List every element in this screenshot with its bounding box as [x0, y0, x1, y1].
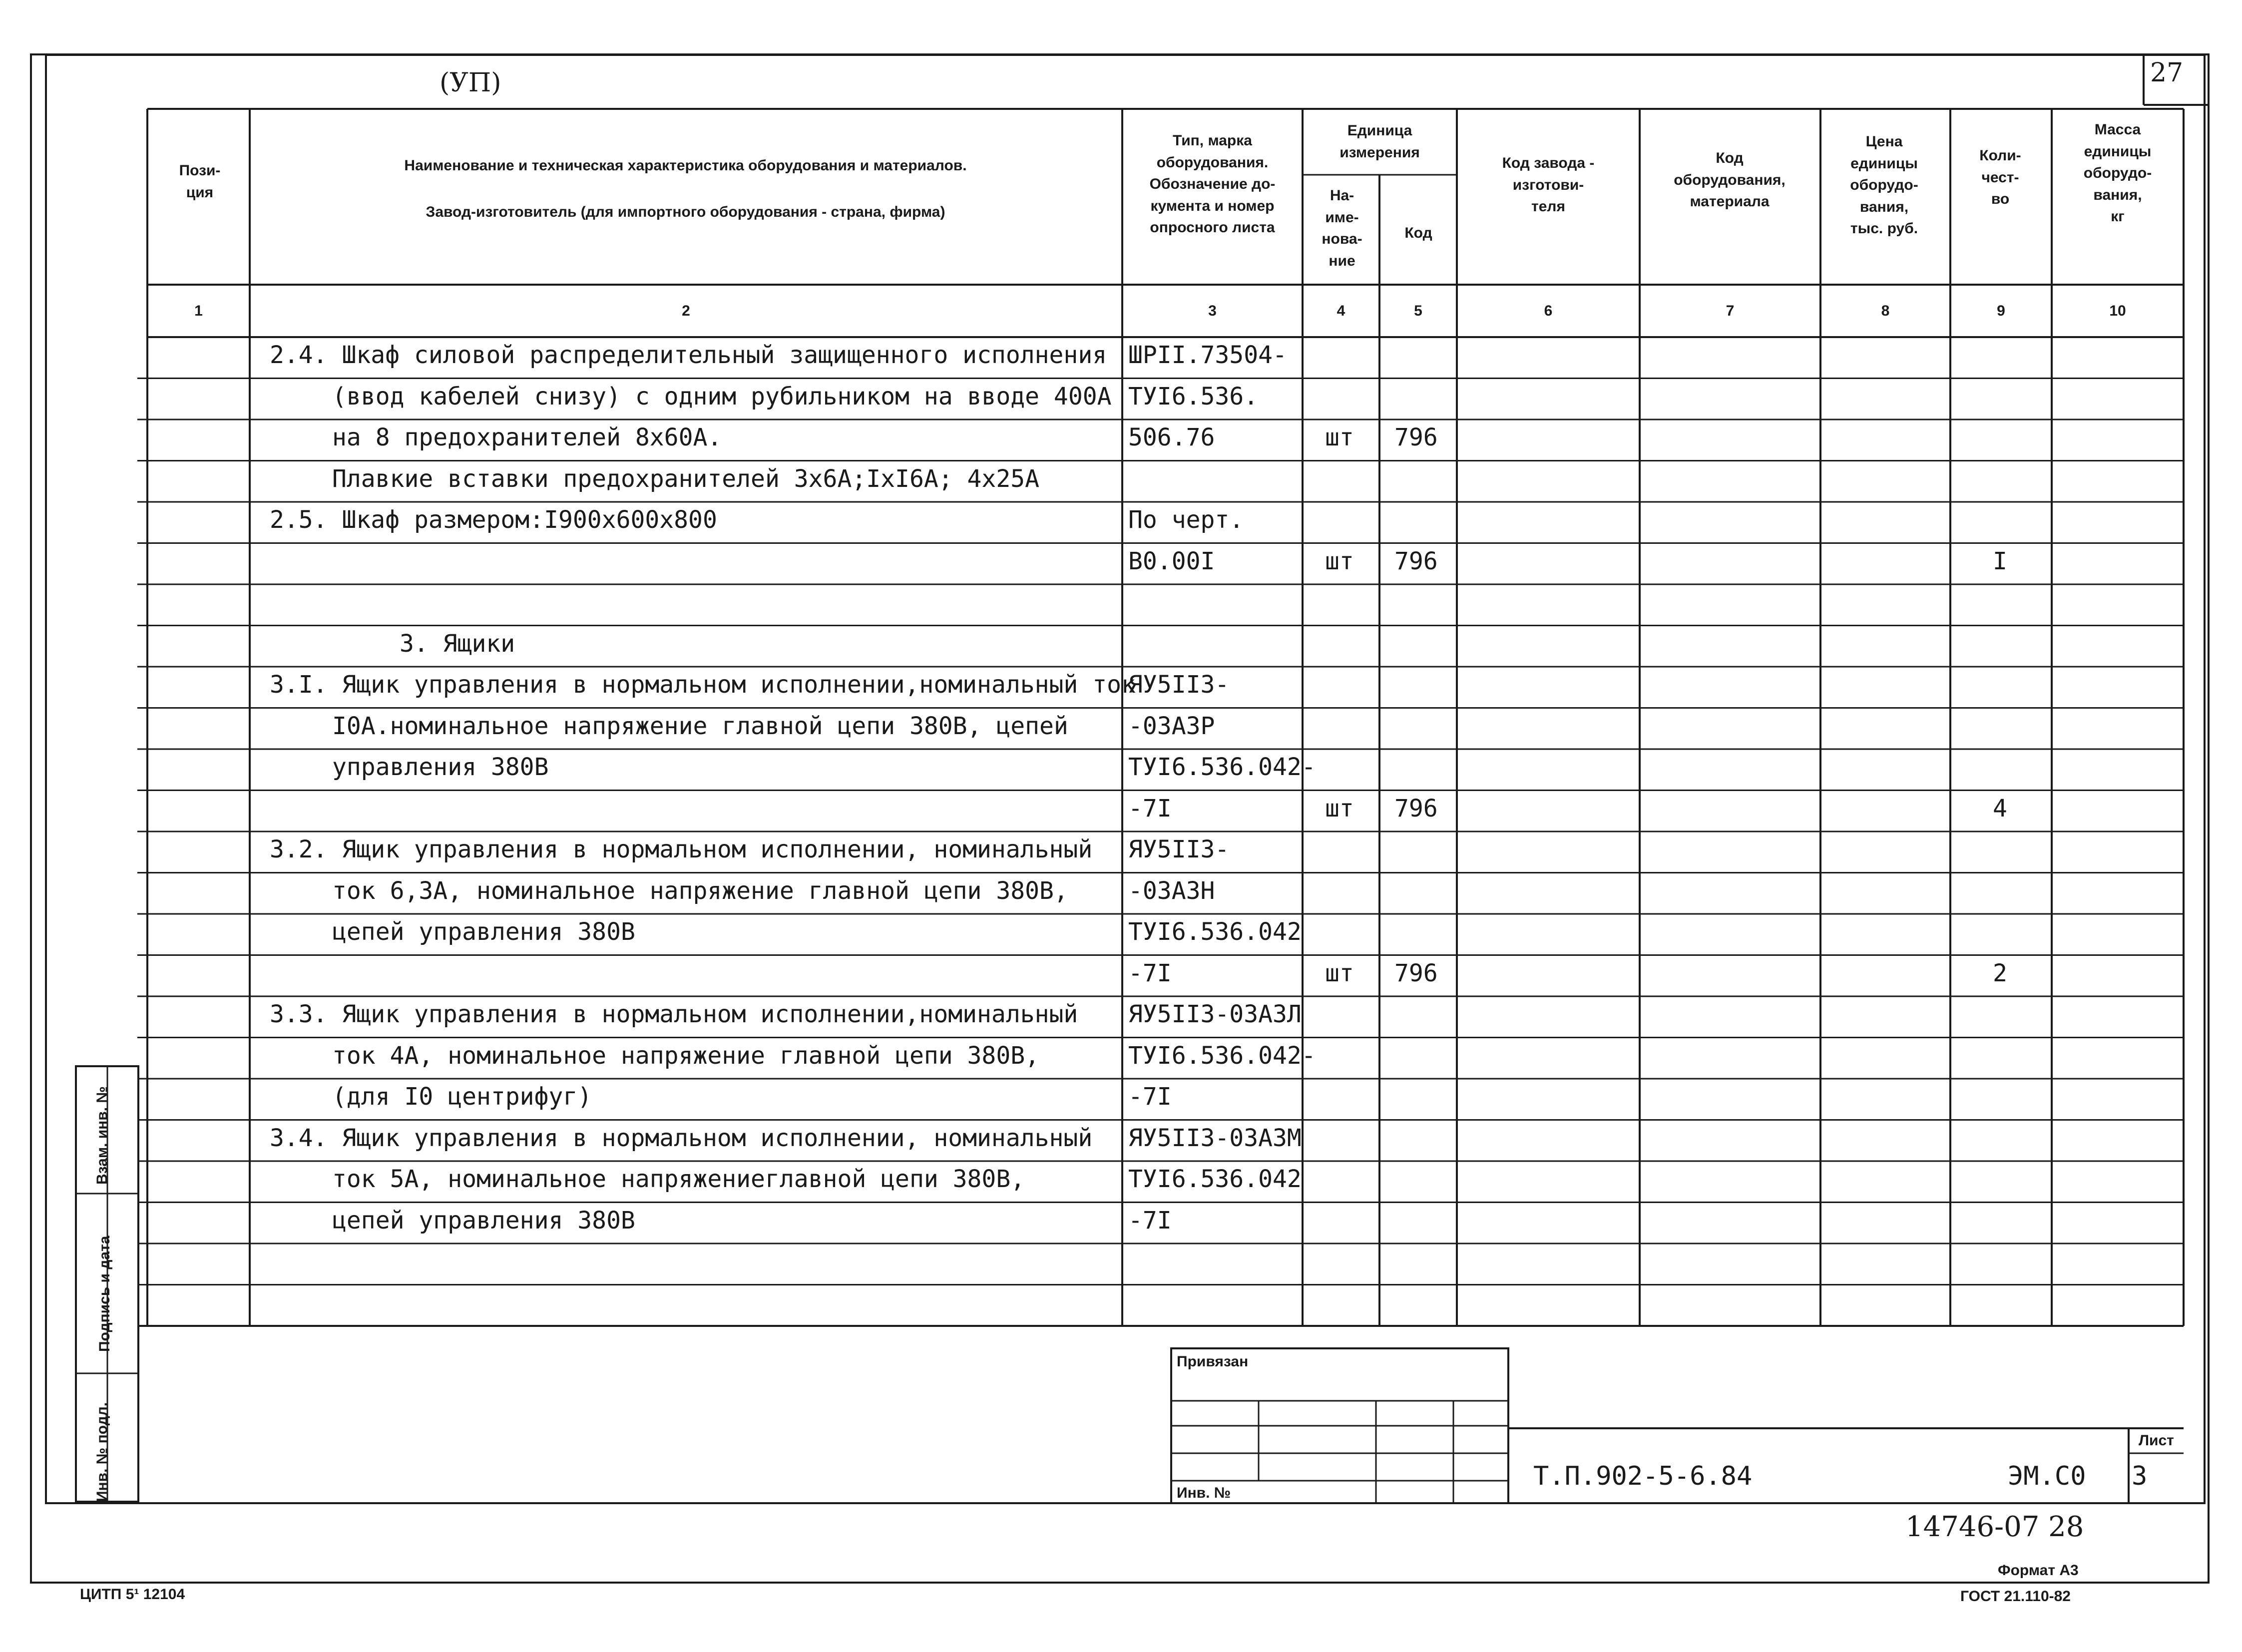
row-type: ТУI6.536.	[1128, 382, 1259, 411]
row-type: ТУI6.536.042-	[1128, 1041, 1316, 1070]
row-name: 3.I. Ящик управления в нормальном исполнении,номинальный ток	[270, 671, 1136, 699]
row-type: ТУI6.536.042	[1128, 918, 1302, 946]
row-type: -7I	[1128, 794, 1172, 823]
row-quantity: I	[1993, 547, 2007, 575]
column-number: 5	[1414, 303, 1422, 319]
row-name: 3.3. Ящик управления в нормальном исполнении,номинальный	[270, 1000, 1078, 1028]
row-type: ТУI6.536.042-	[1128, 753, 1316, 781]
header-unit-code: Код	[1404, 225, 1432, 241]
row-type: ЯУ5II3-03А3М	[1128, 1124, 1302, 1152]
row-name: (для I0 центрифуг)	[332, 1083, 592, 1111]
sheet-label: Лист	[2139, 1432, 2174, 1449]
header-name-line1: Наименование и техническая характеристика оборудования и материалов.	[404, 157, 967, 174]
header-type: Тип, марка оборудования. Обозначение до- кумента и номер опросного листа	[1149, 132, 1276, 236]
row-name: ток 5А, номинальное напряжениеглавной цепи 380В,	[332, 1165, 1025, 1193]
header-equipment-code: Код оборудования, материала	[1674, 150, 1786, 210]
side-stamp-vzam-inv: Взам. инв. №	[94, 1086, 110, 1185]
row-type: По черт.	[1128, 506, 1244, 534]
column-number: 6	[1544, 303, 1553, 319]
column-number: 3	[1208, 303, 1217, 319]
row-name: на 8 предохранителей 8x60А.	[332, 423, 722, 451]
header-name-line2: Завод-изготовитель (для импортного оборудования - страна, фирма)	[426, 204, 945, 220]
row-quantity: 2	[1993, 959, 2007, 987]
column-number: 9	[1997, 303, 2005, 319]
row-name: ток 6,3А, номинальное напряжение главной цепи 380В,	[332, 876, 1068, 905]
row-name: (ввод кабелей снизу) с одним рубильником на вводе 400А	[332, 382, 1112, 411]
document-mark: ЭМ.С0	[2008, 1461, 2086, 1491]
row-name: I0А.номинальное напряжение главной цепи 380В, цепей	[332, 712, 1068, 740]
row-unit: шт	[1325, 959, 1354, 987]
row-type: -03А3Р	[1128, 712, 1215, 740]
header-maker-code: Код завода - изготови- теля	[1502, 155, 1595, 215]
row-type: -7I	[1128, 959, 1172, 987]
row-unit: шт	[1325, 423, 1354, 451]
variant-label: (УП)	[440, 68, 501, 98]
row-name: 3.4. Ящик управления в нормальном исполнении, номинальный	[270, 1124, 1093, 1152]
row-type: 506.76	[1128, 423, 1215, 451]
row-quantity: 4	[1993, 794, 2007, 823]
title-block-privyazan: Привязан	[1177, 1353, 1249, 1370]
header-position: Пози- ция	[179, 162, 221, 201]
row-type: -7I	[1128, 1206, 1172, 1235]
row-code: 796	[1394, 547, 1438, 575]
row-name: 3. Ящики	[400, 629, 515, 658]
column-number: 1	[194, 303, 203, 319]
column-number: 8	[1881, 303, 1890, 319]
row-type: ШРII.73504-	[1128, 341, 1287, 369]
side-stamp-signature-date: Подпись и дата	[96, 1236, 113, 1352]
printer-mark: ЦИТП 5¹ 12104	[80, 1586, 185, 1603]
row-code: 796	[1394, 959, 1438, 987]
row-name: 2.4. Шкаф силовой распределительный защищенного исполнения	[270, 341, 1107, 369]
column-number: 10	[2109, 303, 2126, 319]
column-number: 7	[1726, 303, 1735, 319]
row-type: ТУI6.536.042	[1128, 1165, 1302, 1193]
column-number: 2	[682, 303, 690, 319]
page-number: 27	[2150, 58, 2184, 88]
row-type: -7I	[1128, 1083, 1172, 1111]
row-unit: шт	[1325, 794, 1354, 823]
header-mass: Масса единицы оборудо- вания, кг	[2083, 121, 2152, 225]
column-number: 4	[1337, 303, 1345, 319]
row-name: ток 4А, номинальное напряжение главной цепи 380В,	[332, 1041, 1040, 1070]
title-block-inv-no: Инв. №	[1177, 1485, 1231, 1501]
row-name: цепей управления 380В	[332, 1206, 635, 1235]
header-quantity: Коли- чест- во	[1979, 147, 2021, 207]
document-code: Т.П.902-5-6.84	[1533, 1461, 1753, 1491]
row-name: управления 380В	[332, 753, 549, 781]
row-unit: шт	[1325, 547, 1354, 575]
row-type: -03А3Н	[1128, 876, 1215, 905]
row-type: В0.00I	[1128, 547, 1215, 575]
row-type: ЯУ5II3-	[1128, 835, 1230, 863]
row-code: 796	[1394, 423, 1438, 451]
row-name: 2.5. Шкаф размером:I900x600x800	[270, 506, 717, 534]
header-unit-group: Единица измерения	[1340, 122, 1420, 161]
sheet-number: 3	[2132, 1461, 2148, 1491]
row-type: ЯУ5II3-	[1128, 671, 1230, 699]
side-stamp-inv-podl: Инв. № подл.	[94, 1402, 110, 1502]
header-price: Цена единицы оборудо- вания, тыс. руб.	[1850, 133, 1918, 237]
handwritten-number: 14746-07 28	[1905, 1511, 2084, 1543]
row-name: цепей управления 380В	[332, 918, 635, 946]
row-name: Плавкие вставки предохранителей 3x6А;IxI6А; 4x25А	[332, 464, 1040, 493]
format-label: Формат А3	[1998, 1562, 2079, 1579]
row-code: 796	[1394, 794, 1438, 823]
gost-label: ГОСТ 21.110-82	[1960, 1588, 2071, 1605]
header-unit-name: На- име- нова- ние	[1322, 187, 1362, 269]
row-type: ЯУ5II3-03А3Л	[1128, 1000, 1302, 1028]
row-name: 3.2. Ящик управления в нормальном исполнении, номинальный	[270, 835, 1093, 863]
